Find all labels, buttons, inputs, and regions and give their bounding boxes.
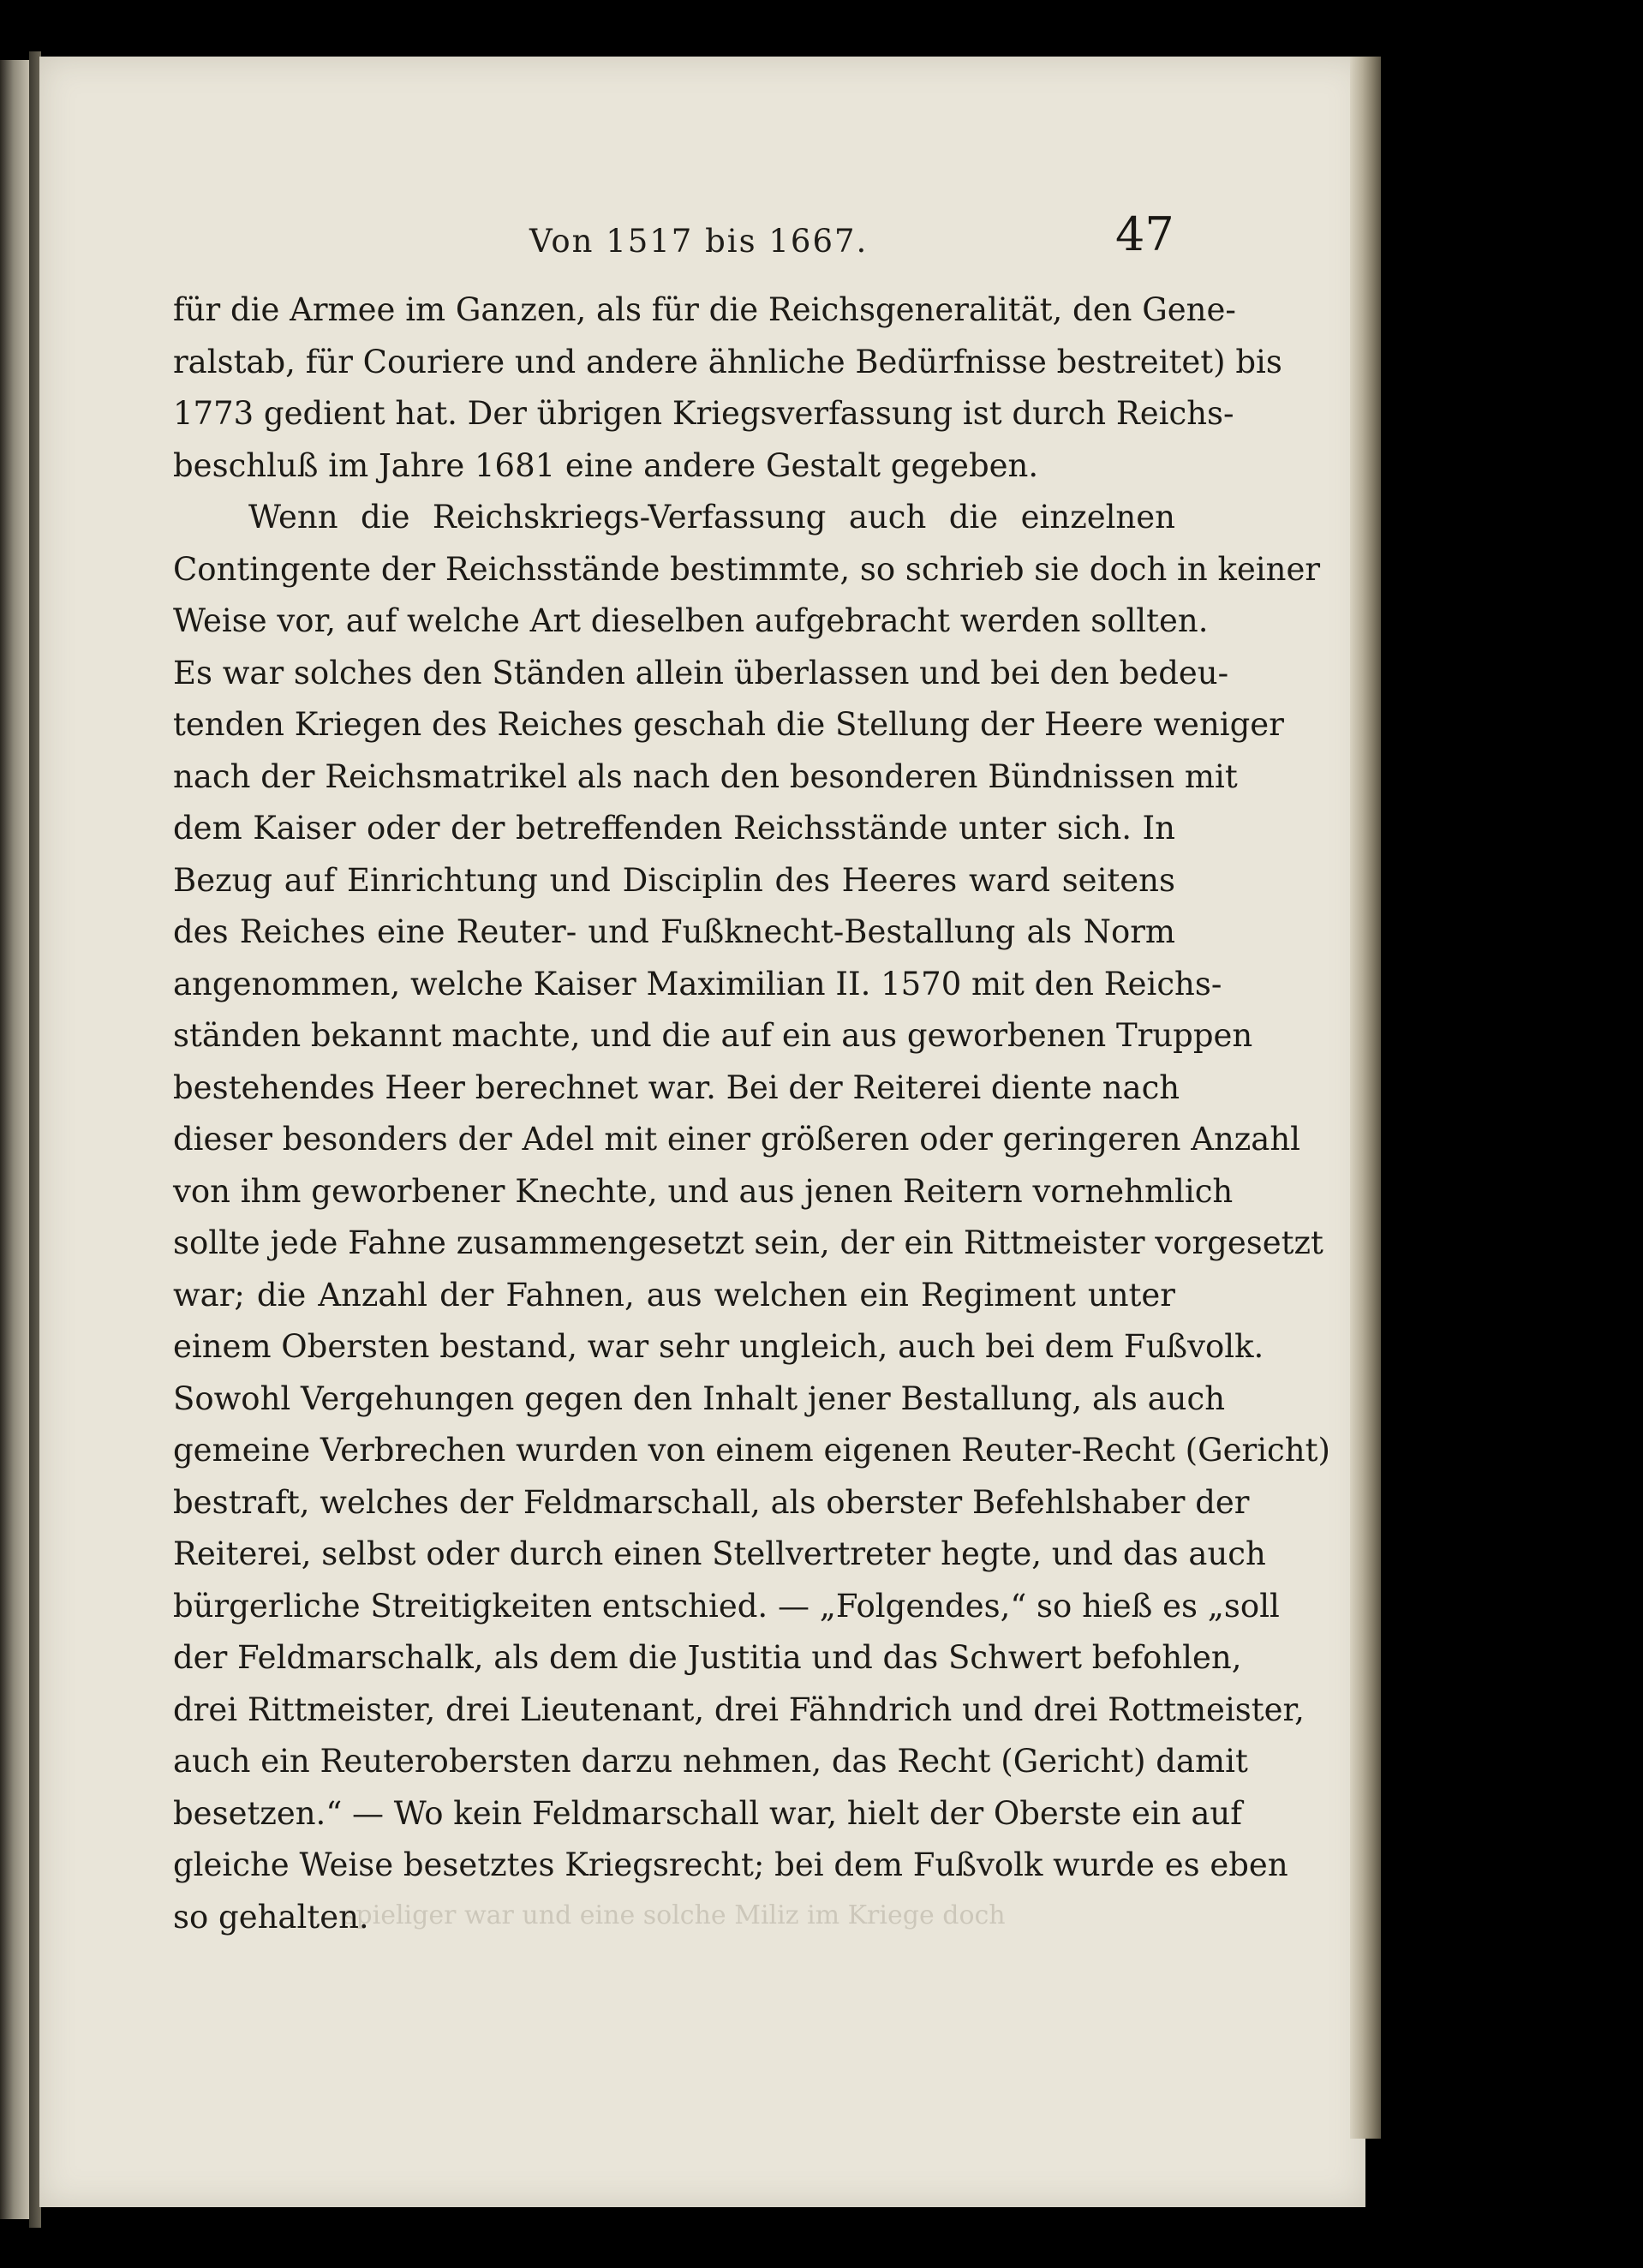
text-line: angenommen, welche Kaiser Maximilian II. 1570 mit den Reichs- xyxy=(173,965,1222,1002)
text-line: gleiche Weise besetztes Kriegsrecht; bei dem Fußvolk wurde es eben xyxy=(173,1846,1288,1883)
text-line: bestehendes Heer berechnet war. Bei der Reiterei diente nach xyxy=(173,1068,1180,1106)
text-line: Wenn die Reichskriegs-Verfassung auch die einzelnen xyxy=(248,499,1175,536)
text-line: tenden Kriegen des Reiches geschah die Stellung der Heere weniger xyxy=(173,706,1284,743)
text-line: drei Rittmeister, drei Lieutenant, drei Fähndrich und drei Rottmeister, xyxy=(173,1691,1305,1728)
text-line: 1773 gedient hat. Der übrigen Kriegsverfassung ist durch Reichs- xyxy=(173,395,1234,432)
text-line: Es war solches den Ständen allein überlassen und bei den bedeu- xyxy=(173,654,1229,691)
text-line: von ihm geworbener Knechte, und aus jenen Reitern vornehmlich xyxy=(173,1172,1234,1210)
text-line: des Reiches eine Reuter- und Fußknecht-Bestallung als Norm xyxy=(173,913,1175,950)
text-line: Sowohl Vergehungen gegen den Inhalt jener Bestallung, als auch xyxy=(173,1379,1226,1417)
body-text xyxy=(173,284,1330,1943)
text-line: sollte jede Fahne zusammengesetzt sein, der ein Rittmeister vorgesetzt xyxy=(173,1224,1323,1261)
text-line: einem Obersten bestand, war sehr ungleich, auch bei dem Fußvolk. xyxy=(173,1328,1264,1365)
right-page-edges xyxy=(1350,57,1381,2139)
page-header xyxy=(39,204,1365,272)
text-line: nach der Reichsmatrikel als nach den besonderen Bündnissen mit xyxy=(173,757,1238,795)
text-line: war; die Anzahl der Fahnen, aus welchen ein Regiment unter xyxy=(173,1276,1175,1314)
text-line: dieser besonders der Adel mit einer größeren oder geringeren Anzahl xyxy=(173,1121,1301,1158)
text-line: für die Armee im Ganzen, als für die Reichsgeneralität, den Gene- xyxy=(173,291,1236,328)
text-line: ständen bekannt machte, und die auf ein aus geworbenen Truppen xyxy=(173,1017,1253,1054)
left-page-edge xyxy=(0,60,31,2219)
text-line: Weise vor, auf welche Art dieselben aufgebracht werden sollten. xyxy=(173,602,1209,639)
text-line: Contingente der Reichsstände bestimmte, so schrieb sie doch in keiner xyxy=(173,550,1321,588)
text-line: ralstab, für Couriere und andere ähnliche Bedürfnisse bestreitet) bis xyxy=(173,343,1282,380)
text-line: so gehalten. xyxy=(173,1898,369,1936)
running-head: Von 1517 bis 1667. xyxy=(529,223,869,260)
text-line: besetzen.“ — Wo kein Feldmarschall war, hielt der Oberste ein auf xyxy=(173,1794,1242,1832)
page-number: 47 xyxy=(1115,207,1174,261)
text-line: bürgerliche Streitigkeiten entschied. — „Folgendes,“ so hieß es „soll xyxy=(173,1587,1280,1625)
text-line: bestraft, welches der Feldmarschall, als oberster Befehlshaber der xyxy=(173,1483,1250,1521)
text-line: Bezug auf Einrichtung und Disciplin des Heeres ward seitens xyxy=(173,861,1175,899)
text-line: Reiterei, selbst oder durch einen Stellvertreter hegte, und das auch xyxy=(173,1535,1266,1572)
text-line: beschluß im Jahre 1681 eine andere Gestalt gegeben. xyxy=(173,446,1039,484)
bleed-through-text: spieliger war und eine solche Miliz im Kriege doch xyxy=(343,1900,1006,1930)
text-line: auch ein Reuterobersten darzu nehmen, das Recht (Gericht) damit xyxy=(173,1743,1248,1780)
text-line: gemeine Verbrechen wurden von einem eigenen Reuter-Recht (Gericht) xyxy=(173,1432,1330,1469)
text-line: der Feldmarschalk, als dem die Justitia und das Schwert befohlen, xyxy=(173,1639,1242,1676)
text-line: dem Kaiser oder der betreffenden Reichsstände unter sich. In xyxy=(173,810,1175,847)
